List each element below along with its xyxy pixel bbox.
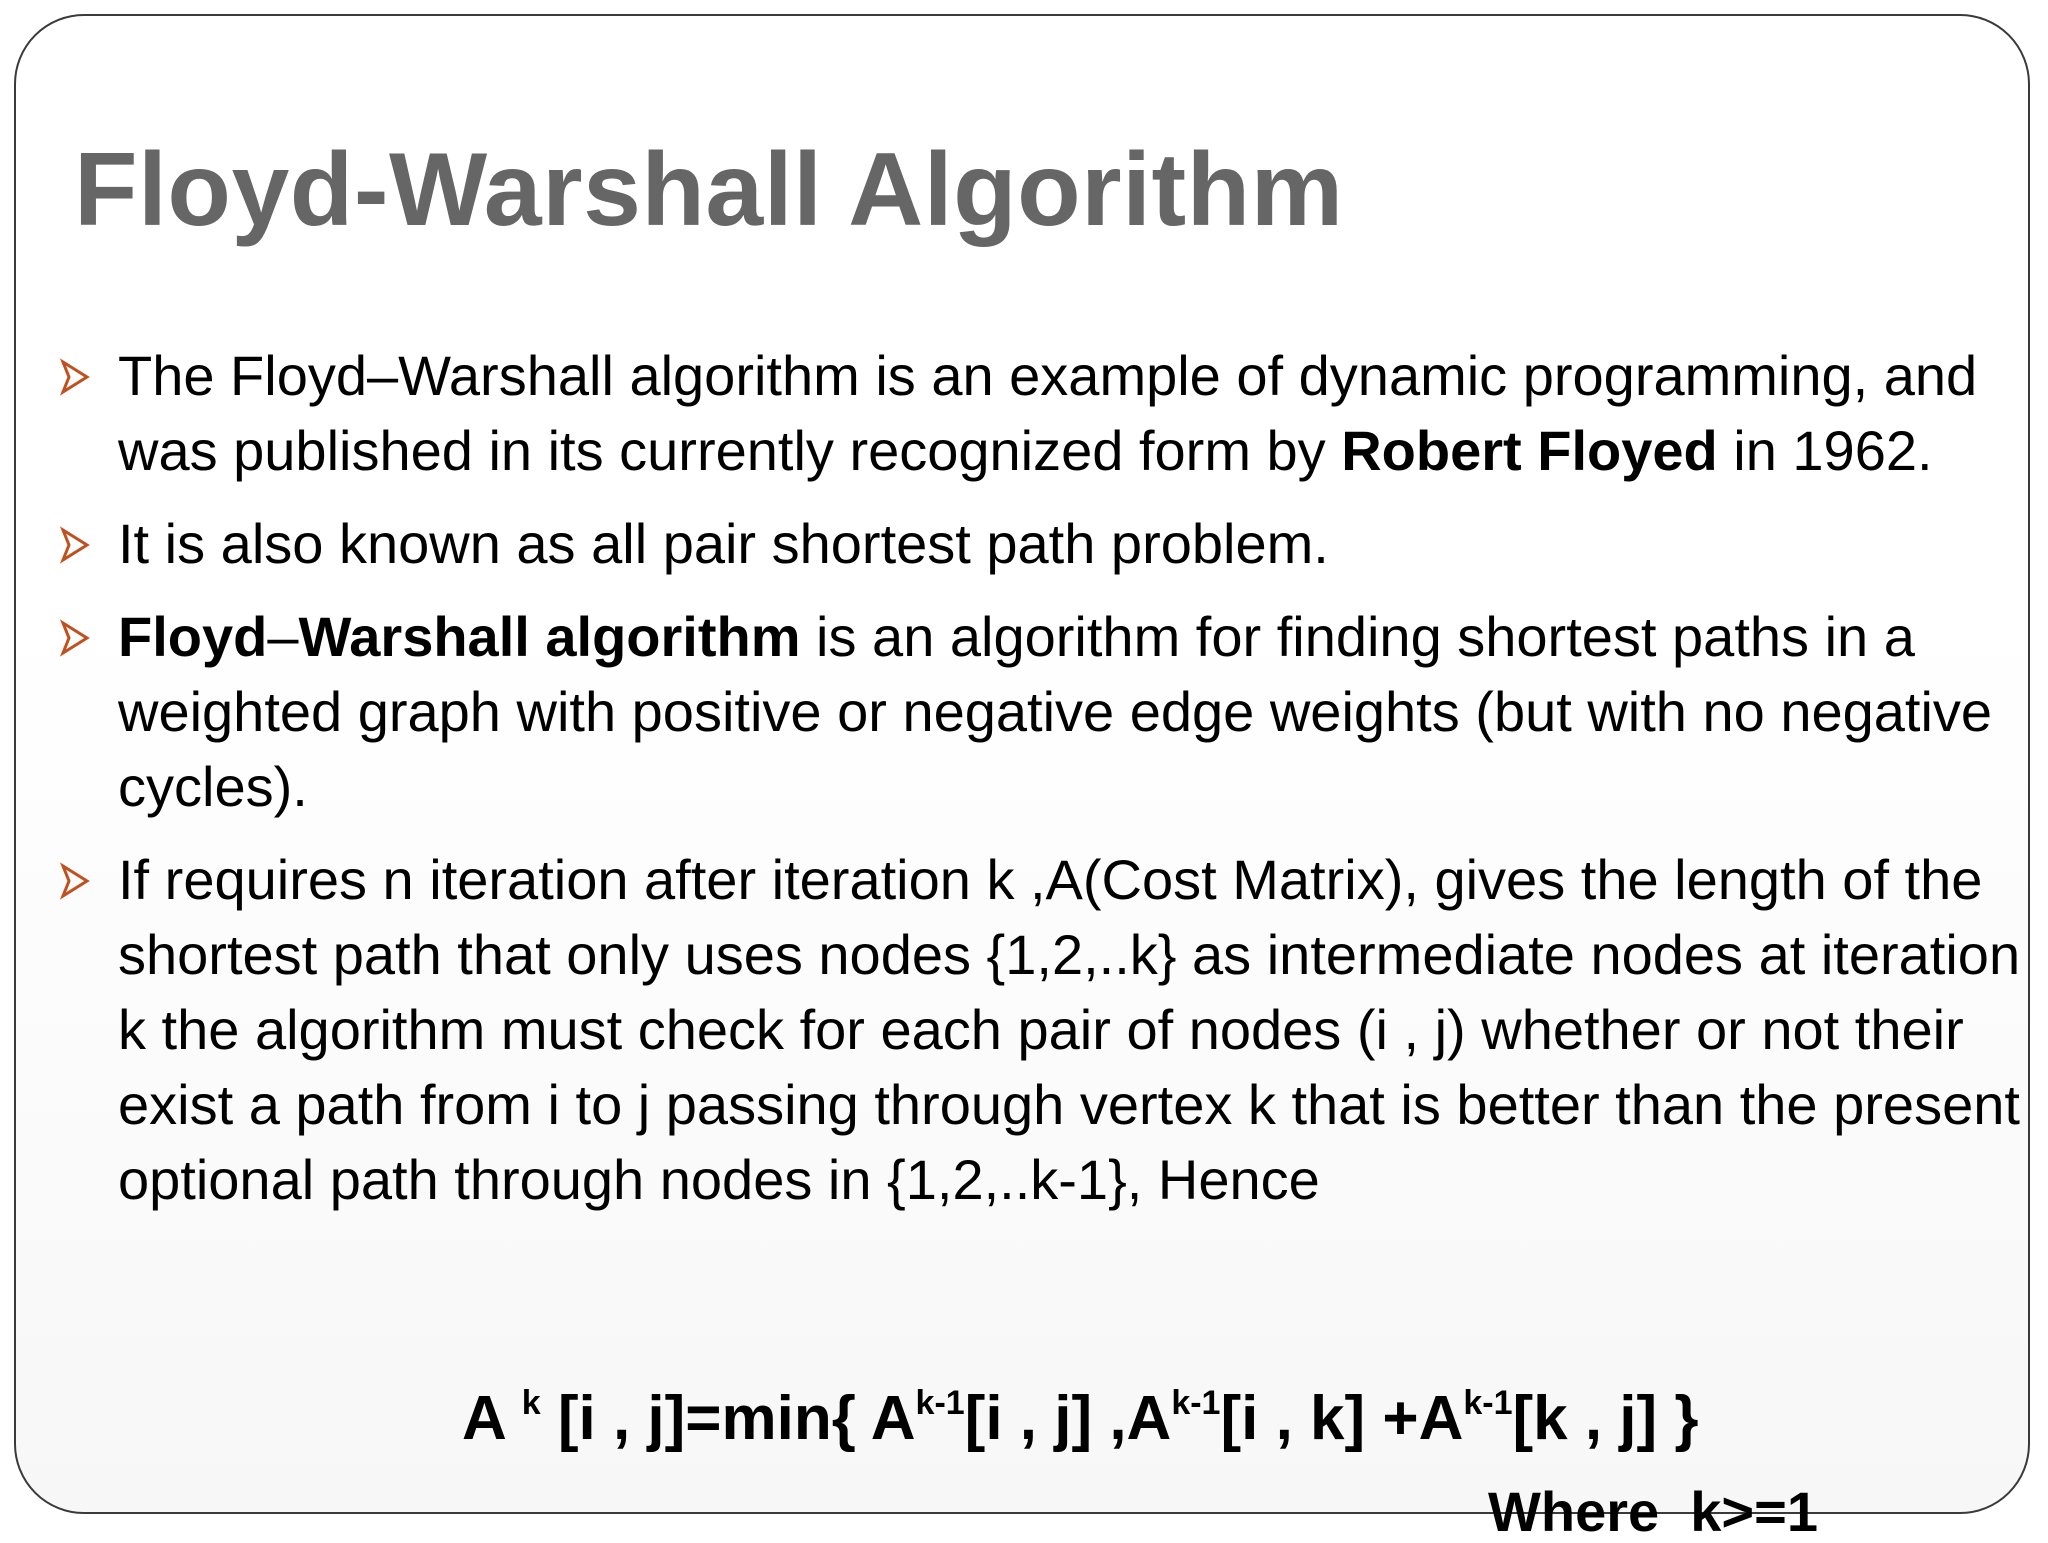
formula-text: [i , j]=min{ A xyxy=(540,1384,916,1453)
arrow-bullet-icon xyxy=(60,358,90,396)
bullet-text xyxy=(118,344,1977,482)
formula-superscript: k-1 xyxy=(1463,1384,1513,1422)
formula-superscript: k-1 xyxy=(915,1384,965,1422)
arrow-bullet-icon xyxy=(60,619,90,657)
slide-title: Floyd-Warshall Algorithm xyxy=(74,132,1344,248)
formula-text: [i , j] ,A xyxy=(964,1384,1172,1453)
bullet-bold-text: Warshall algorithm xyxy=(298,605,801,668)
formula-text: [i , k] +A xyxy=(1220,1384,1464,1453)
bullet-text-run: – xyxy=(267,605,299,668)
bullet-text-run: The Floyd–Warshall algorithm is an example of dynamic programming, and was published in its currently recognized form by xyxy=(118,344,1978,482)
bullet-text-run: It is also known as all pair shortest path problem. xyxy=(118,512,1329,575)
bullet-item xyxy=(58,338,2028,488)
bullet-bold-text: Robert Floyed xyxy=(1341,419,1718,482)
arrow-bullet-icon xyxy=(60,862,90,900)
bullet-text xyxy=(118,848,2020,1211)
formula-superscript: k xyxy=(521,1384,541,1422)
bullet-text xyxy=(118,512,1329,575)
bullet-item xyxy=(58,599,2028,824)
bullet-text-run: is an algorithm for finding shortest paths in a weighted graph with positive or negative edge weights (but with no negative cycles). xyxy=(118,605,1993,818)
arrow-bullet-icon xyxy=(60,526,90,564)
formula-text: [k , j] } xyxy=(1512,1384,1699,1453)
bullet-text-run: If requires n iteration after iteration k ,A(Cost Matrix), gives the length of the shortest path that only uses nodes {1,2,..k} as intermediate nodes at iteration k the algorithm must check for each pair of nodes (i , j) whether or not their exist a path from i to j passing through vertex k that is better than the present optional path through nodes in {1,2,..k-1}, Hence xyxy=(118,848,2021,1211)
bullet-item xyxy=(58,842,2028,1217)
bullet-text xyxy=(118,605,1992,818)
bullet-item xyxy=(58,506,2028,581)
recurrence-formula xyxy=(462,1384,1699,1453)
formula-text: A xyxy=(462,1384,522,1453)
formula-superscript: k-1 xyxy=(1171,1384,1221,1422)
bullet-text-run: in 1962. xyxy=(1717,419,1933,482)
bullet-bold-text: Floyd xyxy=(118,605,268,668)
bullet-list xyxy=(58,338,2028,1217)
where-condition: Where k>=1 xyxy=(1488,1480,1818,1543)
